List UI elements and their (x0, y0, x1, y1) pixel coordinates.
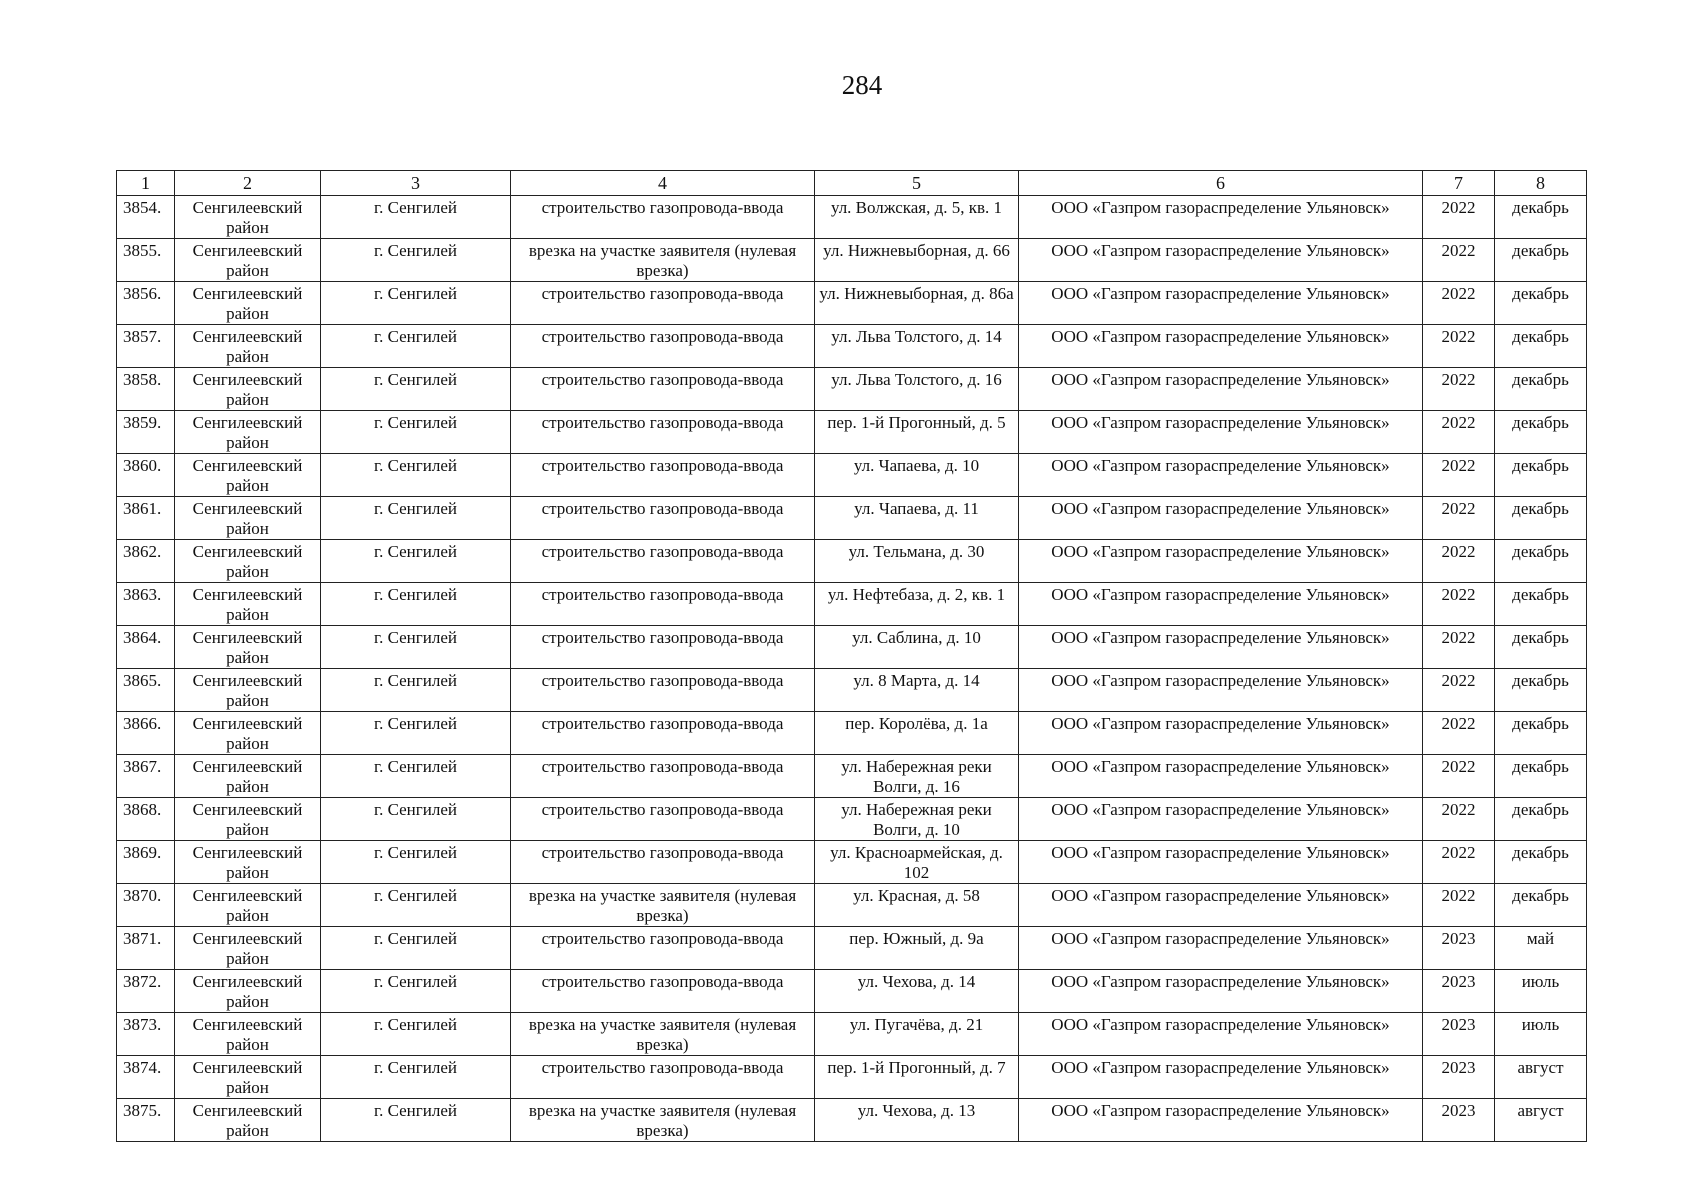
district-cell: Сенгилеевский район (175, 239, 321, 282)
district-cell: Сенгилеевский район (175, 540, 321, 583)
district-cell: Сенгилеевский район (175, 325, 321, 368)
district-cell: Сенгилеевский район (175, 970, 321, 1013)
row-number-cell: 3855. (117, 239, 175, 282)
month-cell: декабрь (1495, 196, 1587, 239)
table-row (117, 368, 1587, 411)
row-number-cell: 3860. (117, 454, 175, 497)
organization-cell: ООО «Газпром газораспределение Ульяновск» (1019, 196, 1423, 239)
table-row (117, 325, 1587, 368)
year-cell: 2022 (1423, 583, 1495, 626)
district-cell: Сенгилеевский район (175, 798, 321, 841)
work-type-cell: строительство газопровода-ввода (511, 712, 815, 755)
table-row (117, 755, 1587, 798)
year-cell: 2022 (1423, 325, 1495, 368)
organization-cell: ООО «Газпром газораспределение Ульяновск» (1019, 626, 1423, 669)
table-row (117, 841, 1587, 884)
organization-cell: ООО «Газпром газораспределение Ульяновск» (1019, 282, 1423, 325)
organization-cell: ООО «Газпром газораспределение Ульяновск» (1019, 1099, 1423, 1142)
row-number-cell: 3865. (117, 669, 175, 712)
address-cell: ул. Набережная реки Волги, д. 16 (815, 755, 1019, 798)
row-number-cell: 3867. (117, 755, 175, 798)
address-cell: ул. Льва Толстого, д. 16 (815, 368, 1019, 411)
column-header: 1 (117, 171, 175, 196)
address-cell: ул. Чапаева, д. 11 (815, 497, 1019, 540)
month-cell: декабрь (1495, 497, 1587, 540)
table-row (117, 282, 1587, 325)
address-cell: ул. Льва Толстого, д. 14 (815, 325, 1019, 368)
district-cell: Сенгилеевский район (175, 497, 321, 540)
address-cell: ул. Нефтебаза, д. 2, кв. 1 (815, 583, 1019, 626)
row-number-cell: 3864. (117, 626, 175, 669)
work-type-cell: строительство газопровода-ввода (511, 1056, 815, 1099)
month-cell: декабрь (1495, 454, 1587, 497)
settlement-cell: г. Сенгилей (321, 1013, 511, 1056)
address-cell: ул. Чехова, д. 13 (815, 1099, 1019, 1142)
work-type-cell: врезка на участке заявителя (нулевая врезка) (511, 1099, 815, 1142)
year-cell: 2022 (1423, 798, 1495, 841)
year-cell: 2023 (1423, 927, 1495, 970)
settlement-cell: г. Сенгилей (321, 626, 511, 669)
month-cell: декабрь (1495, 884, 1587, 927)
organization-cell: ООО «Газпром газораспределение Ульяновск» (1019, 368, 1423, 411)
year-cell: 2022 (1423, 196, 1495, 239)
table-row (117, 927, 1587, 970)
year-cell: 2022 (1423, 712, 1495, 755)
district-cell: Сенгилеевский район (175, 669, 321, 712)
work-type-cell: строительство газопровода-ввода (511, 755, 815, 798)
year-cell: 2022 (1423, 282, 1495, 325)
address-cell: ул. Волжская, д. 5, кв. 1 (815, 196, 1019, 239)
settlement-cell: г. Сенгилей (321, 325, 511, 368)
organization-cell: ООО «Газпром газораспределение Ульяновск» (1019, 927, 1423, 970)
month-cell: декабрь (1495, 325, 1587, 368)
work-type-cell: врезка на участке заявителя (нулевая врезка) (511, 239, 815, 282)
settlement-cell: г. Сенгилей (321, 583, 511, 626)
column-header: 8 (1495, 171, 1587, 196)
month-cell: декабрь (1495, 626, 1587, 669)
work-type-cell: строительство газопровода-ввода (511, 841, 815, 884)
district-cell: Сенгилеевский район (175, 1099, 321, 1142)
district-cell: Сенгилеевский район (175, 1056, 321, 1099)
year-cell: 2022 (1423, 368, 1495, 411)
organization-cell: ООО «Газпром газораспределение Ульяновск» (1019, 540, 1423, 583)
organization-cell: ООО «Газпром газораспределение Ульяновск» (1019, 1056, 1423, 1099)
row-number-cell: 3861. (117, 497, 175, 540)
year-cell: 2023 (1423, 970, 1495, 1013)
settlement-cell: г. Сенгилей (321, 454, 511, 497)
settlement-cell: г. Сенгилей (321, 411, 511, 454)
row-number-cell: 3874. (117, 1056, 175, 1099)
table-row (117, 970, 1587, 1013)
district-cell: Сенгилеевский район (175, 454, 321, 497)
address-cell: пер. Южный, д. 9а (815, 927, 1019, 970)
settlement-cell: г. Сенгилей (321, 798, 511, 841)
settlement-cell: г. Сенгилей (321, 970, 511, 1013)
work-type-cell: строительство газопровода-ввода (511, 669, 815, 712)
row-number-cell: 3866. (117, 712, 175, 755)
settlement-cell: г. Сенгилей (321, 669, 511, 712)
work-type-cell: строительство газопровода-ввода (511, 196, 815, 239)
row-number-cell: 3863. (117, 583, 175, 626)
work-type-cell: строительство газопровода-ввода (511, 411, 815, 454)
row-number-cell: 3869. (117, 841, 175, 884)
row-number-cell: 3854. (117, 196, 175, 239)
row-number-cell: 3859. (117, 411, 175, 454)
settlement-cell: г. Сенгилей (321, 196, 511, 239)
organization-cell: ООО «Газпром газораспределение Ульяновск» (1019, 497, 1423, 540)
work-type-cell: строительство газопровода-ввода (511, 325, 815, 368)
month-cell: июль (1495, 1013, 1587, 1056)
work-type-cell: строительство газопровода-ввода (511, 970, 815, 1013)
organization-cell: ООО «Газпром газораспределение Ульяновск» (1019, 884, 1423, 927)
table-row (117, 196, 1587, 239)
address-cell: ул. Красная, д. 58 (815, 884, 1019, 927)
work-type-cell: строительство газопровода-ввода (511, 540, 815, 583)
table-row (117, 239, 1587, 282)
address-cell: ул. Тельмана, д. 30 (815, 540, 1019, 583)
column-header: 5 (815, 171, 1019, 196)
row-number-cell: 3862. (117, 540, 175, 583)
work-type-cell: строительство газопровода-ввода (511, 282, 815, 325)
work-type-cell: врезка на участке заявителя (нулевая врезка) (511, 884, 815, 927)
district-cell: Сенгилеевский район (175, 368, 321, 411)
column-header: 3 (321, 171, 511, 196)
address-cell: ул. Красноармейская, д. 102 (815, 841, 1019, 884)
row-number-cell: 3857. (117, 325, 175, 368)
year-cell: 2023 (1423, 1099, 1495, 1142)
work-type-cell: строительство газопровода-ввода (511, 626, 815, 669)
page-number: 284 (841, 70, 883, 100)
month-cell: декабрь (1495, 540, 1587, 583)
gasification-register-table (116, 170, 1587, 1142)
month-cell: декабрь (1495, 798, 1587, 841)
table-row (117, 454, 1587, 497)
organization-cell: ООО «Газпром газораспределение Ульяновск» (1019, 239, 1423, 282)
work-type-cell: строительство газопровода-ввода (511, 368, 815, 411)
work-type-cell: врезка на участке заявителя (нулевая врезка) (511, 1013, 815, 1056)
year-cell: 2022 (1423, 454, 1495, 497)
work-type-cell: строительство газопровода-ввода (511, 497, 815, 540)
address-cell: пер. 1-й Прогонный, д. 5 (815, 411, 1019, 454)
month-cell: май (1495, 927, 1587, 970)
work-type-cell: строительство газопровода-ввода (511, 583, 815, 626)
work-type-cell: строительство газопровода-ввода (511, 454, 815, 497)
row-number-cell: 3871. (117, 927, 175, 970)
table-row (117, 497, 1587, 540)
address-cell: ул. Чапаева, д. 10 (815, 454, 1019, 497)
district-cell: Сенгилеевский район (175, 1013, 321, 1056)
organization-cell: ООО «Газпром газораспределение Ульяновск» (1019, 583, 1423, 626)
month-cell: декабрь (1495, 239, 1587, 282)
month-cell: декабрь (1495, 282, 1587, 325)
table-row (117, 540, 1587, 583)
settlement-cell: г. Сенгилей (321, 755, 511, 798)
month-cell: декабрь (1495, 755, 1587, 798)
settlement-cell: г. Сенгилей (321, 497, 511, 540)
organization-cell: ООО «Газпром газораспределение Ульяновск» (1019, 841, 1423, 884)
row-number-cell: 3868. (117, 798, 175, 841)
settlement-cell: г. Сенгилей (321, 282, 511, 325)
organization-cell: ООО «Газпром газораспределение Ульяновск» (1019, 712, 1423, 755)
row-number-cell: 3872. (117, 970, 175, 1013)
table-row (117, 884, 1587, 927)
settlement-cell: г. Сенгилей (321, 927, 511, 970)
district-cell: Сенгилеевский район (175, 282, 321, 325)
organization-cell: ООО «Газпром газораспределение Ульяновск» (1019, 411, 1423, 454)
district-cell: Сенгилеевский район (175, 755, 321, 798)
year-cell: 2022 (1423, 626, 1495, 669)
year-cell: 2022 (1423, 411, 1495, 454)
year-cell: 2022 (1423, 841, 1495, 884)
settlement-cell: г. Сенгилей (321, 239, 511, 282)
month-cell: декабрь (1495, 669, 1587, 712)
address-cell: ул. Нижневыборная, д. 86а (815, 282, 1019, 325)
organization-cell: ООО «Газпром газораспределение Ульяновск» (1019, 454, 1423, 497)
address-cell: ул. Набережная реки Волги, д. 10 (815, 798, 1019, 841)
district-cell: Сенгилеевский район (175, 712, 321, 755)
organization-cell: ООО «Газпром газораспределение Ульяновск» (1019, 970, 1423, 1013)
district-cell: Сенгилеевский район (175, 841, 321, 884)
month-cell: август (1495, 1056, 1587, 1099)
address-cell: ул. Нижневыборная, д. 66 (815, 239, 1019, 282)
column-number-header-row (117, 171, 1587, 196)
table-row (117, 798, 1587, 841)
settlement-cell: г. Сенгилей (321, 368, 511, 411)
table-row (117, 583, 1587, 626)
table-row (117, 669, 1587, 712)
row-number-cell: 3858. (117, 368, 175, 411)
district-cell: Сенгилеевский район (175, 583, 321, 626)
year-cell: 2022 (1423, 497, 1495, 540)
settlement-cell: г. Сенгилей (321, 1056, 511, 1099)
settlement-cell: г. Сенгилей (321, 884, 511, 927)
month-cell: декабрь (1495, 411, 1587, 454)
column-header: 7 (1423, 171, 1495, 196)
table-row (117, 1056, 1587, 1099)
work-type-cell: строительство газопровода-ввода (511, 927, 815, 970)
table-row (117, 1099, 1587, 1142)
year-cell: 2022 (1423, 884, 1495, 927)
address-cell: пер. Королёва, д. 1а (815, 712, 1019, 755)
organization-cell: ООО «Газпром газораспределение Ульяновск» (1019, 755, 1423, 798)
address-cell: пер. 1-й Прогонный, д. 7 (815, 1056, 1019, 1099)
month-cell: декабрь (1495, 841, 1587, 884)
organization-cell: ООО «Газпром газораспределение Ульяновск» (1019, 798, 1423, 841)
district-cell: Сенгилеевский район (175, 411, 321, 454)
column-header: 6 (1019, 171, 1423, 196)
district-cell: Сенгилеевский район (175, 884, 321, 927)
year-cell: 2023 (1423, 1013, 1495, 1056)
district-cell: Сенгилеевский район (175, 626, 321, 669)
organization-cell: ООО «Газпром газораспределение Ульяновск» (1019, 1013, 1423, 1056)
address-cell: ул. 8 Марта, д. 14 (815, 669, 1019, 712)
organization-cell: ООО «Газпром газораспределение Ульяновск» (1019, 669, 1423, 712)
column-header: 2 (175, 171, 321, 196)
month-cell: декабрь (1495, 712, 1587, 755)
address-cell: ул. Саблина, д. 10 (815, 626, 1019, 669)
year-cell: 2022 (1423, 239, 1495, 282)
settlement-cell: г. Сенгилей (321, 841, 511, 884)
table-row (117, 626, 1587, 669)
address-cell: ул. Чехова, д. 14 (815, 970, 1019, 1013)
organization-cell: ООО «Газпром газораспределение Ульяновск» (1019, 325, 1423, 368)
column-header: 4 (511, 171, 815, 196)
year-cell: 2022 (1423, 755, 1495, 798)
year-cell: 2022 (1423, 669, 1495, 712)
month-cell: июль (1495, 970, 1587, 1013)
row-number-cell: 3875. (117, 1099, 175, 1142)
work-type-cell: строительство газопровода-ввода (511, 798, 815, 841)
settlement-cell: г. Сенгилей (321, 1099, 511, 1142)
row-number-cell: 3856. (117, 282, 175, 325)
district-cell: Сенгилеевский район (175, 927, 321, 970)
table-row (117, 712, 1587, 755)
month-cell: декабрь (1495, 583, 1587, 626)
table-row (117, 411, 1587, 454)
year-cell: 2023 (1423, 1056, 1495, 1099)
row-number-cell: 3873. (117, 1013, 175, 1056)
settlement-cell: г. Сенгилей (321, 540, 511, 583)
table-row (117, 1013, 1587, 1056)
month-cell: декабрь (1495, 368, 1587, 411)
month-cell: август (1495, 1099, 1587, 1142)
address-cell: ул. Пугачёва, д. 21 (815, 1013, 1019, 1056)
table-body (117, 196, 1587, 1142)
settlement-cell: г. Сенгилей (321, 712, 511, 755)
row-number-cell: 3870. (117, 884, 175, 927)
district-cell: Сенгилеевский район (175, 196, 321, 239)
year-cell: 2022 (1423, 540, 1495, 583)
